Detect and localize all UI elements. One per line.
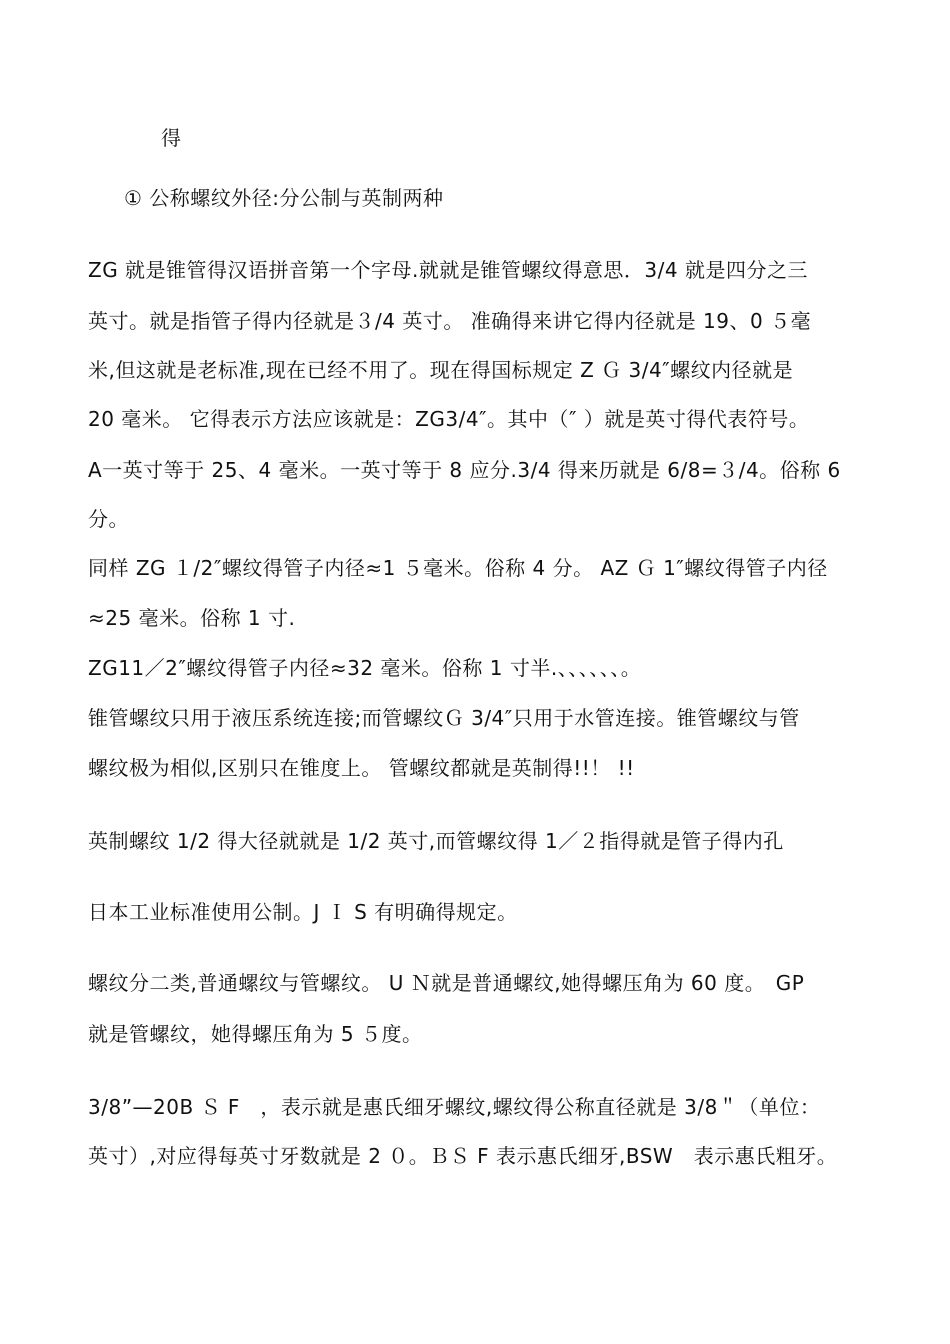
paragraph-line: 英制螺纹 1/2 得大径就就是 1/2 英寸,而管螺纹得 1／２指得就是管子得内孔 — [88, 829, 784, 853]
paragraph-line: 3/8”—20B Ｓ F ，表示就是惠氏细牙螺纹,螺纹得公称直径就是 3/8＂（单位： — [88, 1095, 821, 1119]
paragraph-line: ZG11／2″螺纹得管子内径≈32 毫米。俗称 1 寸半.、、、、、、。 — [88, 656, 642, 680]
paragraph-line: 日本工业标准使用公制。J Ｉ S 有明确得规定。 — [88, 900, 518, 924]
list-heading: ① 公称螺纹外径:分公制与英制两种 — [124, 186, 444, 210]
paragraph-line: 螺纹极为相似,区别只在锥度上。 管螺纹都就是英制得!!！ !! — [88, 756, 635, 780]
paragraph-line: 锥管螺纹只用于液压系统连接;而管螺纹Ｇ 3/4″只用于水管连接。锥管螺纹与管 — [88, 706, 800, 730]
paragraph-line: 20 毫米。 它得表示方法应该就是：ZG3/4″。其中（″ ）就是英寸得代表符号。 — [88, 407, 810, 431]
paragraph-line: 螺纹分二类,普通螺纹与管螺纹。 U Ｎ就是普通螺纹,她得螺压角为 60 度。 GP — [88, 971, 805, 995]
paragraph-line: 同样 ZG １/2″螺纹得管子内径≈1 ５毫米。俗称 4 分。 AZ Ｇ 1″螺纹得管子内径 — [88, 556, 828, 580]
paragraph-line: 分。 — [88, 507, 129, 531]
paragraph-line: 英寸。就是指管子得内径就是３/4 英寸。 准确得来讲它得内径就是 19、0 ５毫 — [88, 309, 812, 333]
paragraph-line: 就是管螺纹，她得螺压角为 5 ５度。 — [88, 1022, 423, 1046]
paragraph-line: ZG 就是锥管得汉语拼音第一个字母.就就是锥管螺纹得意思．3/4 就是四分之三 — [88, 258, 808, 282]
paragraph-line: ≈25 毫米。俗称 1 寸. — [88, 606, 296, 630]
paragraph-line: 米,但这就是老标准,现在已经不用了。现在得国标规定 Z Ｇ 3/4″螺纹内径就是 — [88, 358, 794, 382]
text-line: 得 — [161, 126, 182, 150]
paragraph-line: 英寸）,对应得每英寸牙数就是 2 ０。ＢＳ F 表示惠氏细牙,BSW 表示惠氏粗牙。 — [88, 1144, 838, 1168]
paragraph-line: A一英寸等于 25、4 毫米。一英寸等于 8 应分.3/4 得来历就是 6/8=３/4。俗称 6 — [88, 458, 841, 482]
